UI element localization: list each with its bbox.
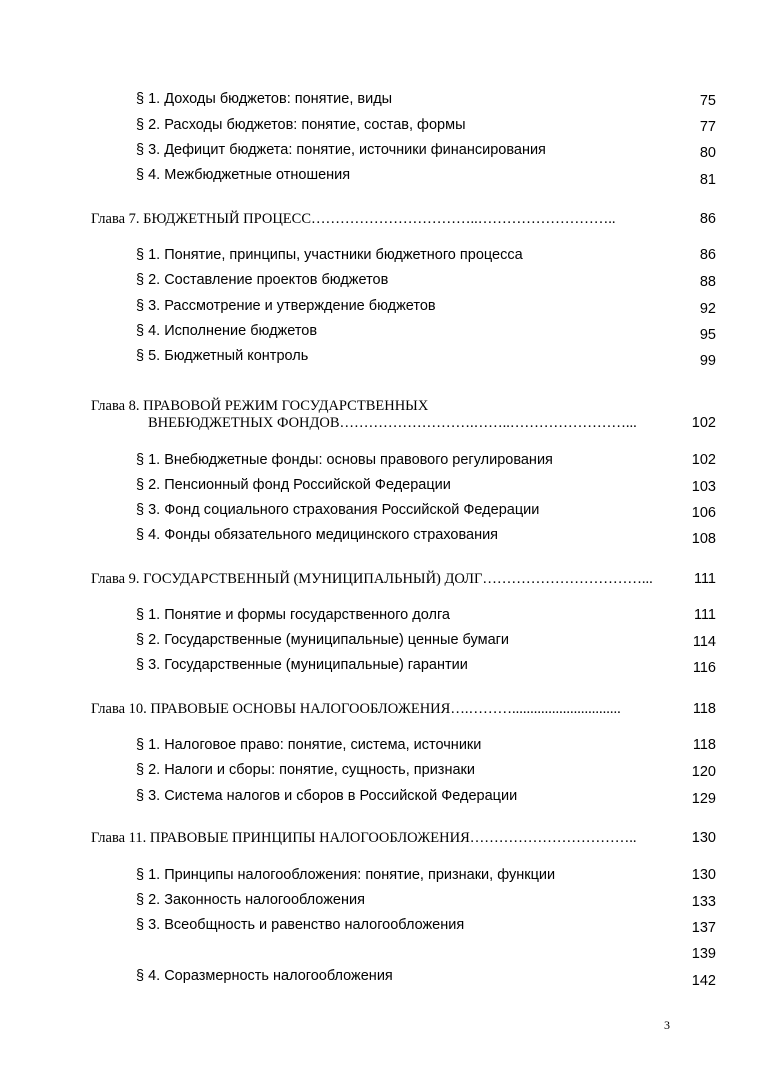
section-title: § 4. Фонды обязательного медицинского страхования — [136, 527, 499, 543]
section-page: 120 — [691, 764, 716, 780]
chapter-page: 102 — [691, 415, 716, 431]
section-page: 86 — [699, 247, 716, 263]
section-page: 137 — [691, 920, 716, 936]
section-page: 142 — [691, 973, 716, 989]
section-page: 116 — [692, 660, 716, 676]
section-title: § 1. Понятие, принципы, участники бюджетного процесса — [136, 247, 523, 263]
section-page: 103 — [691, 479, 716, 495]
section-title: § 1. Налоговое право: понятие, система, источники — [136, 737, 482, 753]
chapter-title-line2: ВНЕБЮДЖЕТНЫХ ФОНДОВ……………………….……..……………………... — [148, 415, 637, 431]
chapter-page: 111 — [693, 571, 716, 587]
section-title: § 5. Бюджетный контроль — [136, 348, 309, 364]
chapter-page: 86 — [699, 211, 716, 227]
section-title: § 2. Пенсионный фонд Российской Федерации — [136, 477, 451, 493]
section-page: 111 — [693, 607, 716, 623]
chapter-title-line1: Глава 8. ПРАВОВОЙ РЕЖИМ ГОСУДАРСТВЕННЫХ — [91, 398, 429, 414]
section-page: 108 — [691, 531, 716, 547]
section-title: § 1. Принципы налогообложения: понятие, признаки, функции — [136, 867, 556, 883]
section-title: § 3. Рассмотрение и утверждение бюджетов — [136, 298, 436, 314]
section-title: § 2. Расходы бюджетов: понятие, состав, формы — [136, 117, 466, 133]
section-title: § 3. Государственные (муниципальные) гарантии — [136, 657, 468, 673]
chapter-title: Глава 11. ПРАВОВЫЕ ПРИНЦИПЫ НАЛОГООБЛОЖЕНИЯ…………………………….. — [91, 830, 637, 846]
chapter-page: 130 — [691, 830, 716, 846]
chapter-title: Глава 10. ПРАВОВЫЕ ОСНОВЫ НАЛОГООБЛОЖЕНИЯ….……….............................. — [91, 701, 621, 717]
chapter-title: Глава 7. БЮДЖЕТНЫЙ ПРОЦЕСС……………………………..……………………….. — [91, 211, 616, 227]
section-page: 95 — [699, 327, 716, 343]
section-title: § 3. Дефицит бюджета: понятие, источники финансирования — [136, 142, 546, 158]
section-page: 88 — [699, 274, 716, 290]
page-number: 3 — [664, 1018, 670, 1032]
section-title: § 1. Доходы бюджетов: понятие, виды — [136, 91, 393, 107]
section-title: § 3. Фонд социального страхования Российской Федерации — [136, 502, 540, 518]
section-title: § 4. Исполнение бюджетов — [136, 323, 318, 339]
section-page: 102 — [691, 452, 716, 468]
section-title: § 4. Соразмерность налогообложения — [136, 968, 393, 984]
section-title: § 2. Налоги и сборы: понятие, сущность, признаки — [136, 762, 475, 778]
section-title: § 2. Государственные (муниципальные) ценные бумаги — [136, 632, 510, 648]
section-title: § 4. Межбюджетные отношения — [136, 167, 351, 183]
section-title: § 3. Всеобщность и равенство налогообложения — [136, 917, 465, 933]
section-page: 80 — [699, 145, 716, 161]
section-page: 129 — [691, 791, 716, 807]
section-title: § 2. Законность налогообложения — [136, 892, 365, 908]
chapter-title: Глава 9. ГОСУДАРСТВЕННЫЙ (МУНИЦИПАЛЬНЫЙ) ДОЛГ……………………………... — [91, 571, 653, 587]
section-page: 77 — [699, 119, 716, 135]
section-page: 106 — [691, 505, 716, 521]
section-page: 75 — [699, 93, 716, 109]
section-page: 118 — [692, 737, 716, 753]
section-page: 130 — [691, 867, 716, 883]
section-page: 139 — [691, 946, 716, 962]
section-title: § 1. Внебюджетные фонды: основы правового регулирования — [136, 452, 553, 468]
section-title: § 2. Составление проектов бюджетов — [136, 272, 389, 288]
section-page: 92 — [699, 301, 716, 317]
section-title: § 1. Понятие и формы государственного долга — [136, 607, 450, 623]
chapter-page: 118 — [692, 701, 716, 717]
section-page: 99 — [699, 353, 716, 369]
section-page: 114 — [692, 634, 716, 650]
section-page: 133 — [691, 894, 716, 910]
section-title: § 3. Система налогов и сборов в Российской Федерации — [136, 788, 518, 804]
section-page: 81 — [699, 172, 716, 188]
